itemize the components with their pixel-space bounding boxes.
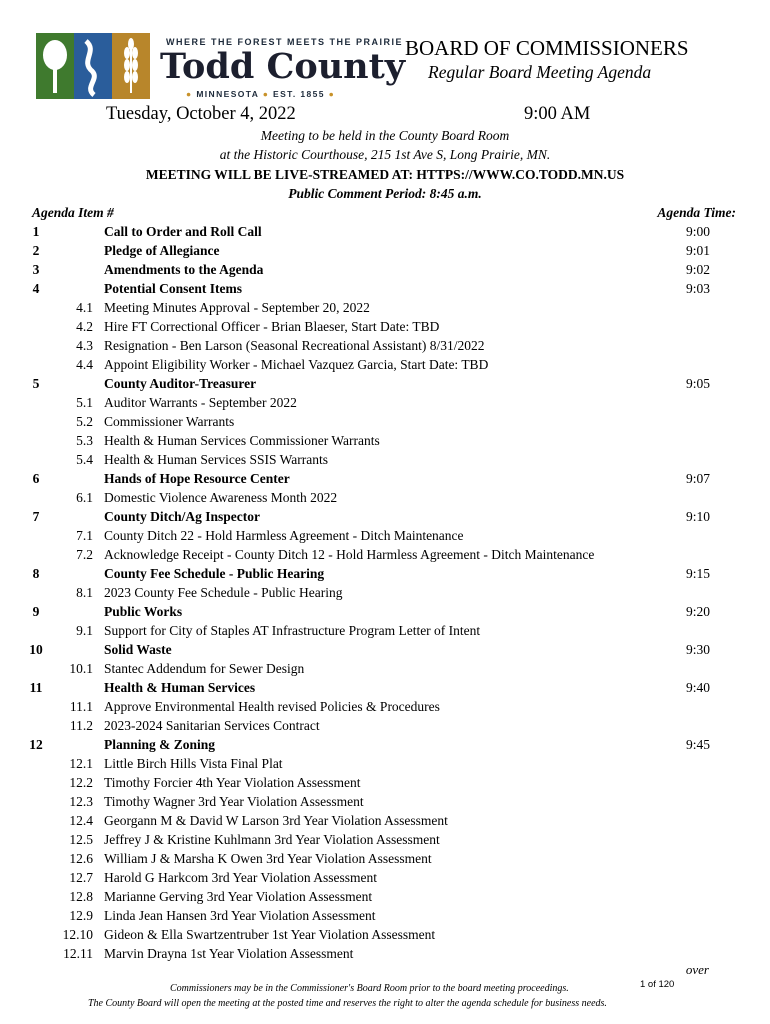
agenda-subitem-number: 12.5 xyxy=(69,832,93,847)
agenda-subitem xyxy=(0,450,770,469)
agenda-subitem-title: William J & Marsha K Owen 3rd Year Violation Assessment xyxy=(104,851,432,866)
agenda-item-title: Health & Human Services xyxy=(104,680,256,695)
agenda-subitem-title: Domestic Violence Awareness Month 2022 xyxy=(104,490,338,505)
agenda-subitem-title: Timothy Forcier 4th Year Violation Assessment xyxy=(104,775,361,790)
agenda-subitem-title: Hire FT Correctional Officer - Brian Blaeser, Start Date: TBD xyxy=(104,319,440,334)
agenda-subitem xyxy=(0,792,770,811)
agenda-subitem-number: 12.3 xyxy=(69,794,93,809)
agenda-subitem xyxy=(0,849,770,868)
agenda-item-title: County Ditch/Ag Inspector xyxy=(104,509,261,524)
agenda-subitem-title: Marianne Gerving 3rd Year Violation Assessment xyxy=(104,889,373,904)
agenda-item-number: 8 xyxy=(32,566,40,581)
agenda-item xyxy=(0,241,770,260)
agenda-subitem-number: 10.1 xyxy=(69,661,93,676)
agenda-subitem xyxy=(0,887,770,906)
agenda-subitem xyxy=(0,431,770,450)
agenda-item xyxy=(0,222,770,241)
agenda-item-title: Potential Consent Items xyxy=(104,281,242,296)
agenda-subitem-number: 5.3 xyxy=(76,433,93,448)
agenda-item-number: 6 xyxy=(32,471,40,486)
agenda-item-title: Public Works xyxy=(104,604,183,619)
agenda-item-time: 9:05 xyxy=(685,376,710,391)
agenda-subitem-number: 12.11 xyxy=(63,946,93,961)
agenda-item-time: 9:07 xyxy=(685,471,710,486)
agenda-item-time: 9:40 xyxy=(685,680,710,695)
logo-state: MINNESOTA xyxy=(196,89,259,99)
agenda-subitem-title: 2023 County Fee Schedule - Public Hearing xyxy=(104,585,343,600)
agenda-subitem xyxy=(0,526,770,545)
agenda-subitem-title: Auditor Warrants - September 2022 xyxy=(104,395,297,410)
agenda-subitem-title: Health & Human Services SSIS Warrants xyxy=(104,452,329,467)
agenda-subitem-number: 5.4 xyxy=(76,452,93,467)
agenda-subitem-number: 6.1 xyxy=(76,490,93,505)
agenda-subitem xyxy=(0,906,770,925)
agenda-item-title: Planning & Zoning xyxy=(104,737,216,752)
agenda-subitem-number: 12.9 xyxy=(69,908,93,923)
bullet-icon: ● xyxy=(186,89,193,99)
agenda-subitem-number: 12.1 xyxy=(69,756,93,771)
board-title: BOARD OF COMMISSIONERS xyxy=(405,36,689,60)
agenda-item xyxy=(0,564,770,583)
agenda-item xyxy=(0,640,770,659)
agenda-item-time: 9:03 xyxy=(685,281,710,296)
agenda-item-number: 5 xyxy=(32,376,40,391)
agenda-subitem-title: Jeffrey J & Kristine Kuhlmann 3rd Year Violation Assessment xyxy=(104,832,440,847)
bullet-icon: ● xyxy=(328,89,336,99)
agenda-subitem xyxy=(0,868,770,887)
meeting-date: Tuesday, October 4, 2022 xyxy=(106,104,296,124)
footer-note-2: The County Board will open the meeting at the posted time and reserves the right to alter the agenda schedule for business needs. xyxy=(88,998,607,1009)
agenda-item-time: 9:15 xyxy=(685,566,710,581)
agenda-subitem-number: 9.1 xyxy=(76,623,93,638)
agenda-item xyxy=(0,469,770,488)
agenda-subitem-title: Acknowledge Receipt - County Ditch 12 - Hold Harmless Agreement - Ditch Maintenance xyxy=(104,547,595,562)
agenda-subitem-number: 12.2 xyxy=(69,775,93,790)
agenda-item-title: Pledge of Allegiance xyxy=(104,243,220,258)
agenda-item-time: 9:30 xyxy=(685,642,710,657)
agenda-subitem-title: 2023-2024 Sanitarian Services Contract xyxy=(104,718,320,733)
agenda-subitem-number: 12.6 xyxy=(69,851,93,866)
agenda-subitem xyxy=(0,317,770,336)
agenda-subitem-number: 12.4 xyxy=(69,813,93,828)
agenda-item-time: 9:20 xyxy=(685,604,710,619)
agenda-subitem xyxy=(0,830,770,849)
agenda-subitem-title: Little Birch Hills Vista Final Plat xyxy=(104,756,283,771)
agenda-subitem-title: Meeting Minutes Approval - September 20, 2022 xyxy=(104,300,370,315)
agenda-subitem xyxy=(0,659,770,678)
agenda-subitem-number: 5.1 xyxy=(76,395,93,410)
agenda-subitem xyxy=(0,488,770,507)
agenda-item xyxy=(0,374,770,393)
logo-county-name: Todd County xyxy=(160,46,406,87)
agenda-subitem-title: Health & Human Services Commissioner Warrants xyxy=(104,433,380,448)
agenda-item-title: Solid Waste xyxy=(104,642,172,657)
agenda-subitem-title: Commissioner Warrants xyxy=(104,414,235,429)
bullet-icon: ● xyxy=(262,89,270,99)
agenda-subitem-number: 4.4 xyxy=(76,357,93,372)
agenda-subitem-title: Appoint Eligibility Worker - Michael Vazquez Garcia, Start Date: TBD xyxy=(104,357,489,372)
agenda-item xyxy=(0,602,770,621)
agenda-subitem-number: 12.8 xyxy=(69,889,93,904)
agenda-item-number: 2 xyxy=(32,243,40,258)
agenda-item-time: 9:02 xyxy=(685,262,710,277)
agenda-subitem-number: 5.2 xyxy=(76,414,93,429)
agenda-item-number: 10 xyxy=(29,642,43,657)
agenda-time-column-header: Agenda Time: xyxy=(657,205,736,220)
agenda-subitem xyxy=(0,754,770,773)
agenda-item xyxy=(0,678,770,697)
agenda-item-title: County Auditor-Treasurer xyxy=(104,376,257,391)
public-comment-period: Public Comment Period: 8:45 a.m. xyxy=(288,186,482,201)
agenda-subitem xyxy=(0,393,770,412)
agenda-subitem-title: Marvin Drayna 1st Year Violation Assessment xyxy=(104,946,354,961)
agenda-subitem-title: County Ditch 22 - Hold Harmless Agreement - Ditch Maintenance xyxy=(104,528,464,543)
logo-emblem-icon xyxy=(36,33,150,99)
agenda-item xyxy=(0,735,770,754)
agenda-item-title: Amendments to the Agenda xyxy=(104,262,264,277)
agenda-subitem xyxy=(0,355,770,374)
agenda-subitem xyxy=(0,944,770,963)
agenda-subitem-title: Resignation - Ben Larson (Seasonal Recreational Assistant) 8/31/2022 xyxy=(104,338,485,353)
agenda-subitem-number: 8.1 xyxy=(76,585,93,600)
agenda-subitem xyxy=(0,336,770,355)
agenda-item-number: 11 xyxy=(29,680,43,695)
agenda-subitem-number: 7.2 xyxy=(76,547,93,562)
page-number: 1 of 120 xyxy=(640,979,675,990)
agenda-subitem-title: Harold G Harkcom 3rd Year Violation Assessment xyxy=(104,870,378,885)
logo-tagline: WHERE THE FOREST MEETS THE PRAIRIE xyxy=(166,37,404,47)
agenda-subitem xyxy=(0,298,770,317)
agenda-subitem-title: Georgann M & David W Larson 3rd Year Violation Assessment xyxy=(104,813,448,828)
footer-note-1: Commissioners may be in the Commissioner's Board Room prior to the board meeting proceedings. xyxy=(170,983,569,994)
agenda-subitem xyxy=(0,583,770,602)
todd-county-logo xyxy=(36,33,406,99)
agenda-subitem-number: 11.1 xyxy=(69,699,93,714)
agenda-item xyxy=(0,507,770,526)
agenda-item-title: County Fee Schedule - Public Hearing xyxy=(104,566,325,581)
agenda-subitem-number: 12.7 xyxy=(69,870,93,885)
agenda-item-column-header: Agenda Item # xyxy=(32,205,114,220)
agenda-subtitle: Regular Board Meeting Agenda xyxy=(428,62,652,82)
meeting-time: 9:00 AM xyxy=(524,104,591,124)
agenda-subitem-number: 7.1 xyxy=(76,528,93,543)
agenda-subitem-number: 12.10 xyxy=(62,927,93,942)
agenda-subitem-title: Approve Environmental Health revised Policies & Procedures xyxy=(104,699,440,714)
agenda-item xyxy=(0,260,770,279)
agenda-subitem xyxy=(0,621,770,640)
agenda-subitem xyxy=(0,697,770,716)
agenda-item-number: 1 xyxy=(32,224,40,239)
logo-established: EST. 1855 xyxy=(273,89,325,99)
agenda-subitem xyxy=(0,412,770,431)
agenda-subitem xyxy=(0,925,770,944)
agenda-subitem xyxy=(0,811,770,830)
agenda-subitem-title: Gideon & Ella Swartzentruber 1st Year Violation Assessment xyxy=(104,927,436,942)
agenda-item-number: 12 xyxy=(29,737,43,752)
agenda-subitem-number: 4.1 xyxy=(76,300,93,315)
agenda-item xyxy=(0,279,770,298)
agenda-subitem-number: 4.2 xyxy=(76,319,93,334)
agenda-item-number: 9 xyxy=(32,604,40,619)
agenda-item-time: 9:10 xyxy=(685,509,710,524)
agenda-item-title: Hands of Hope Resource Center xyxy=(104,471,290,486)
agenda-item-number: 7 xyxy=(32,509,40,524)
location-line-2: at the Historic Courthouse, 215 1st Ave S, Long Prairie, MN. xyxy=(219,147,551,162)
location-line-1: Meeting to be held in the County Board Room xyxy=(260,128,510,143)
agenda-item-number: 4 xyxy=(32,281,40,296)
agenda-item-time: 9:01 xyxy=(685,243,710,258)
agenda-subitem-title: Linda Jean Hansen 3rd Year Violation Assessment xyxy=(104,908,376,923)
agenda-item-time: 9:00 xyxy=(685,224,710,239)
over-indicator: over xyxy=(685,962,709,977)
agenda-subitem-number: 4.3 xyxy=(76,338,93,353)
agenda-subitem-title: Support for City of Staples AT Infrastructure Program Letter of Intent xyxy=(104,623,481,638)
logo-subline xyxy=(186,89,335,99)
agenda-item-time: 9:45 xyxy=(685,737,710,752)
agenda-item-title: Call to Order and Roll Call xyxy=(104,224,262,239)
livestream-notice: MEETING WILL BE LIVE-STREAMED AT: HTTPS://WWW.CO.TODD.MN.US xyxy=(145,167,625,182)
agenda-subitem-number: 11.2 xyxy=(69,718,93,733)
agenda-subitem xyxy=(0,716,770,735)
agenda-item-number: 3 xyxy=(32,262,40,277)
agenda-subitem xyxy=(0,773,770,792)
agenda-subitem xyxy=(0,545,770,564)
agenda-subitem-title: Stantec Addendum for Sewer Design xyxy=(104,661,305,676)
agenda-subitem-title: Timothy Wagner 3rd Year Violation Assessment xyxy=(104,794,364,809)
